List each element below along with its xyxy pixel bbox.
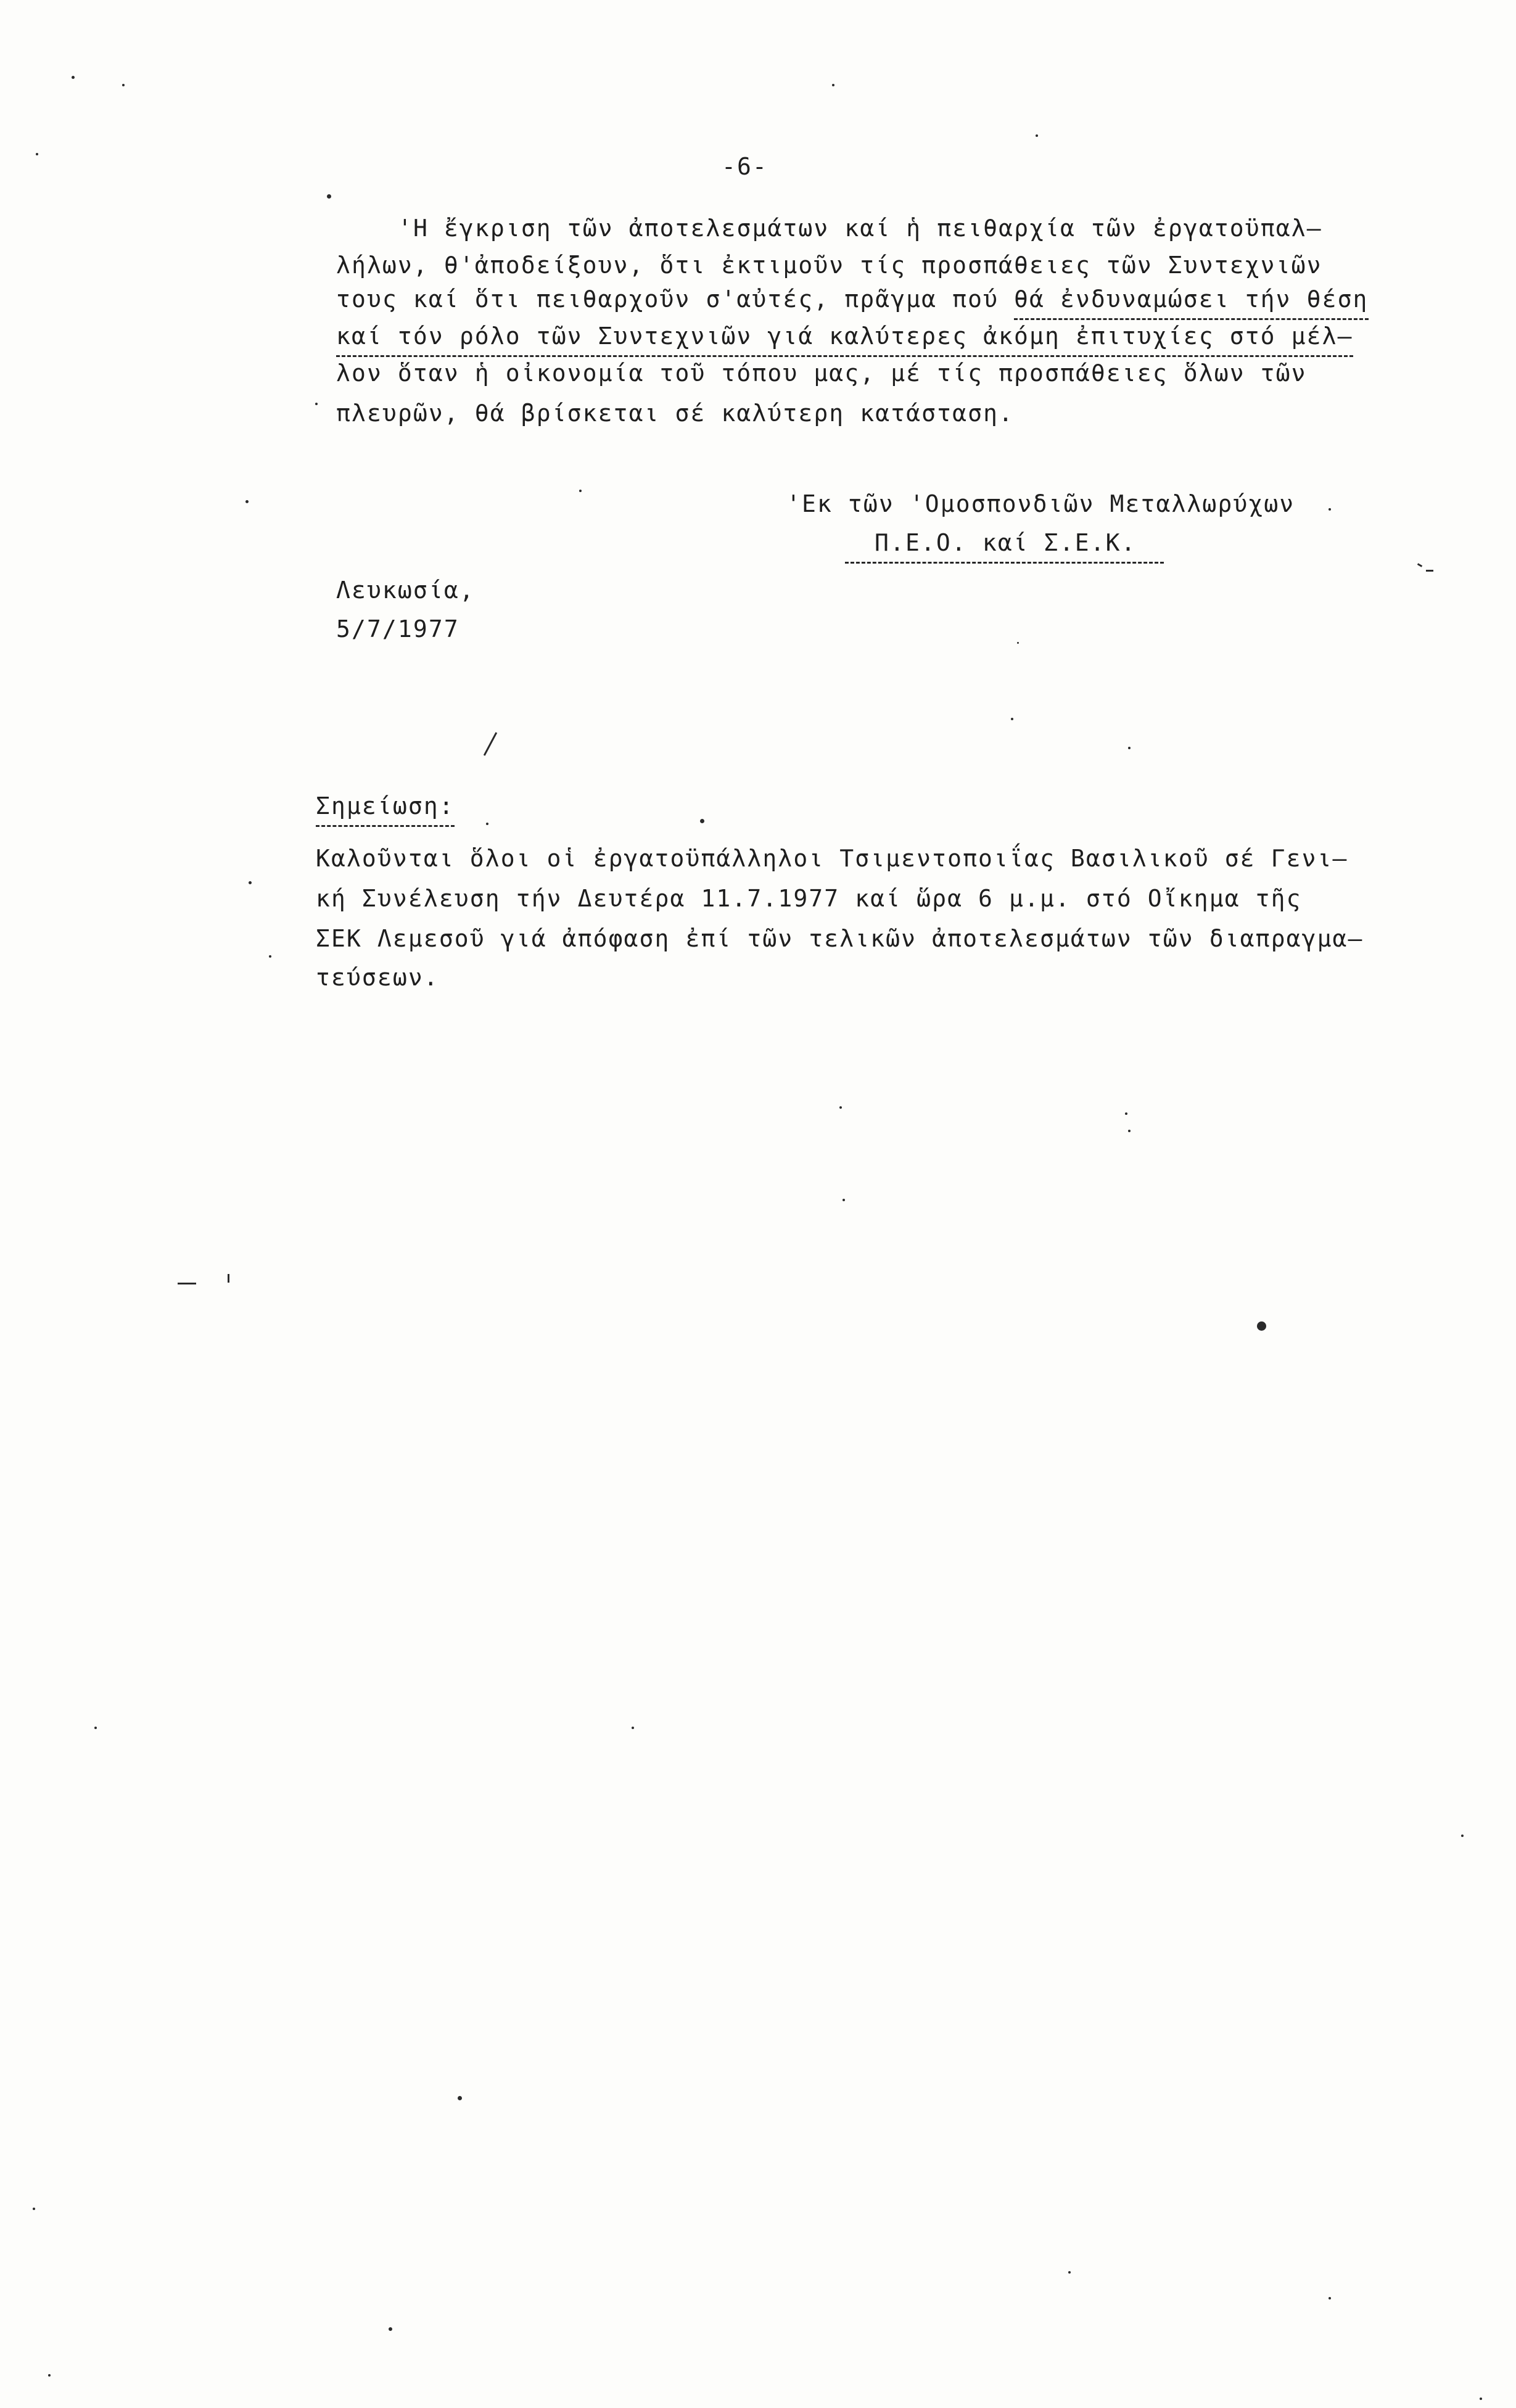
pen-mark bbox=[228, 1274, 229, 1283]
scan-speck bbox=[36, 153, 38, 155]
scan-speck bbox=[269, 955, 271, 958]
note-line: κή Συνέλευση τήν Δευτέρα 11.7.1977 καί ὥρα 6 μ.μ. στό Οἴκημα τῆς bbox=[316, 885, 1302, 912]
place: Λευκωσία, bbox=[336, 577, 475, 604]
underlined-text: θά ἐνδυναμώσει τήν θέση bbox=[1014, 286, 1369, 320]
paragraph-line bbox=[336, 284, 1369, 320]
note-heading bbox=[316, 791, 455, 827]
scan-speck bbox=[389, 2327, 392, 2331]
paragraph-line: 'Η ἔγκριση τῶν ἀποτελεσμάτων καί ἡ πειθαρχία τῶν ἐργατοϋπαλ– bbox=[398, 215, 1322, 242]
scan-speck bbox=[1011, 718, 1013, 720]
paragraph-line: λήλων, θ'ἀποδείξουν, ὅτι ἐκτιμοῦν τίς προσπάθειες τῶν Συντεχνιῶν bbox=[336, 252, 1322, 279]
note-line: Καλοῦνται ὅλοι οἱ ἐργατοϋπάλληλοι Τσιμεντοποιΐας Βασιλικοῦ σέ Γενι– bbox=[316, 845, 1348, 872]
scan-speck bbox=[842, 1199, 845, 1201]
pen-mark bbox=[1417, 563, 1422, 567]
scan-speck bbox=[579, 490, 582, 492]
signature-unions bbox=[845, 527, 1164, 564]
scan-speck bbox=[33, 2208, 35, 2210]
scan-speck bbox=[72, 76, 75, 79]
note-heading-text: Σημείωση: bbox=[316, 793, 455, 827]
pen-mark bbox=[178, 1283, 196, 1284]
pen-mark bbox=[484, 732, 497, 755]
scan-speck bbox=[1329, 2297, 1331, 2299]
scan-speck bbox=[327, 194, 331, 199]
page-number: -6- bbox=[722, 153, 768, 180]
paragraph-line: πλευρῶν, θά βρίσκεται σέ καλύτερη κατάσταση. bbox=[336, 400, 1015, 427]
scan-speck bbox=[122, 84, 125, 86]
scan-speck bbox=[632, 1727, 634, 1729]
paragraph-line: λον ὅταν ἡ οἰκονομία τοῦ τόπου μας, μέ τίς προσπάθειες ὅλων τῶν bbox=[336, 360, 1307, 387]
paragraph-text: τους καί ὅτι πειθαρχοῦν σ'αὐτές, πρᾶγμα πού bbox=[336, 286, 1015, 313]
scan-speck bbox=[249, 881, 252, 884]
scan-speck bbox=[486, 823, 488, 825]
scan-speck bbox=[1128, 747, 1131, 749]
paragraph-line bbox=[336, 321, 1353, 357]
scan-speck bbox=[832, 84, 834, 86]
scan-speck bbox=[839, 1106, 842, 1109]
scan-speck bbox=[1125, 1112, 1127, 1115]
scan-speck bbox=[94, 1727, 97, 1729]
scan-speck bbox=[1480, 2398, 1482, 2400]
note-line: τεύσεων. bbox=[316, 964, 439, 991]
scan-speck bbox=[1329, 508, 1331, 511]
underlined-text: καί τόν ρόλο τῶν Συντεχνιῶν γιά καλύτερες ἀκόμη ἐπιτυχίες στό μέλ– bbox=[336, 323, 1353, 357]
scan-speck bbox=[1461, 1835, 1464, 1837]
scan-speck bbox=[458, 2096, 462, 2100]
scan-speck bbox=[1068, 2271, 1071, 2274]
signature-organization: 'Εκ τῶν 'Ομοσπονδιῶν Μεταλλωρύχων bbox=[786, 490, 1295, 517]
scan-speck bbox=[315, 403, 318, 405]
note-line: ΣΕΚ Λεμεσοῦ γιά ἀπόφαση ἐπί τῶν τελικῶν ἀποτελεσμάτων τῶν διαπραγμα– bbox=[316, 925, 1364, 952]
signature-unions-text: Π.Ε.Ο. καί Σ.Ε.Κ. bbox=[845, 530, 1164, 564]
date: 5/7/1977 bbox=[336, 615, 459, 643]
scan-speck bbox=[700, 819, 704, 823]
scan-speck bbox=[1017, 642, 1019, 644]
scan-speck bbox=[1128, 1130, 1131, 1132]
scan-speck bbox=[245, 500, 249, 503]
scan-speck bbox=[48, 2374, 51, 2377]
scan-speck bbox=[1036, 134, 1038, 137]
scan-speck bbox=[1257, 1321, 1266, 1331]
pen-mark bbox=[1426, 570, 1433, 572]
